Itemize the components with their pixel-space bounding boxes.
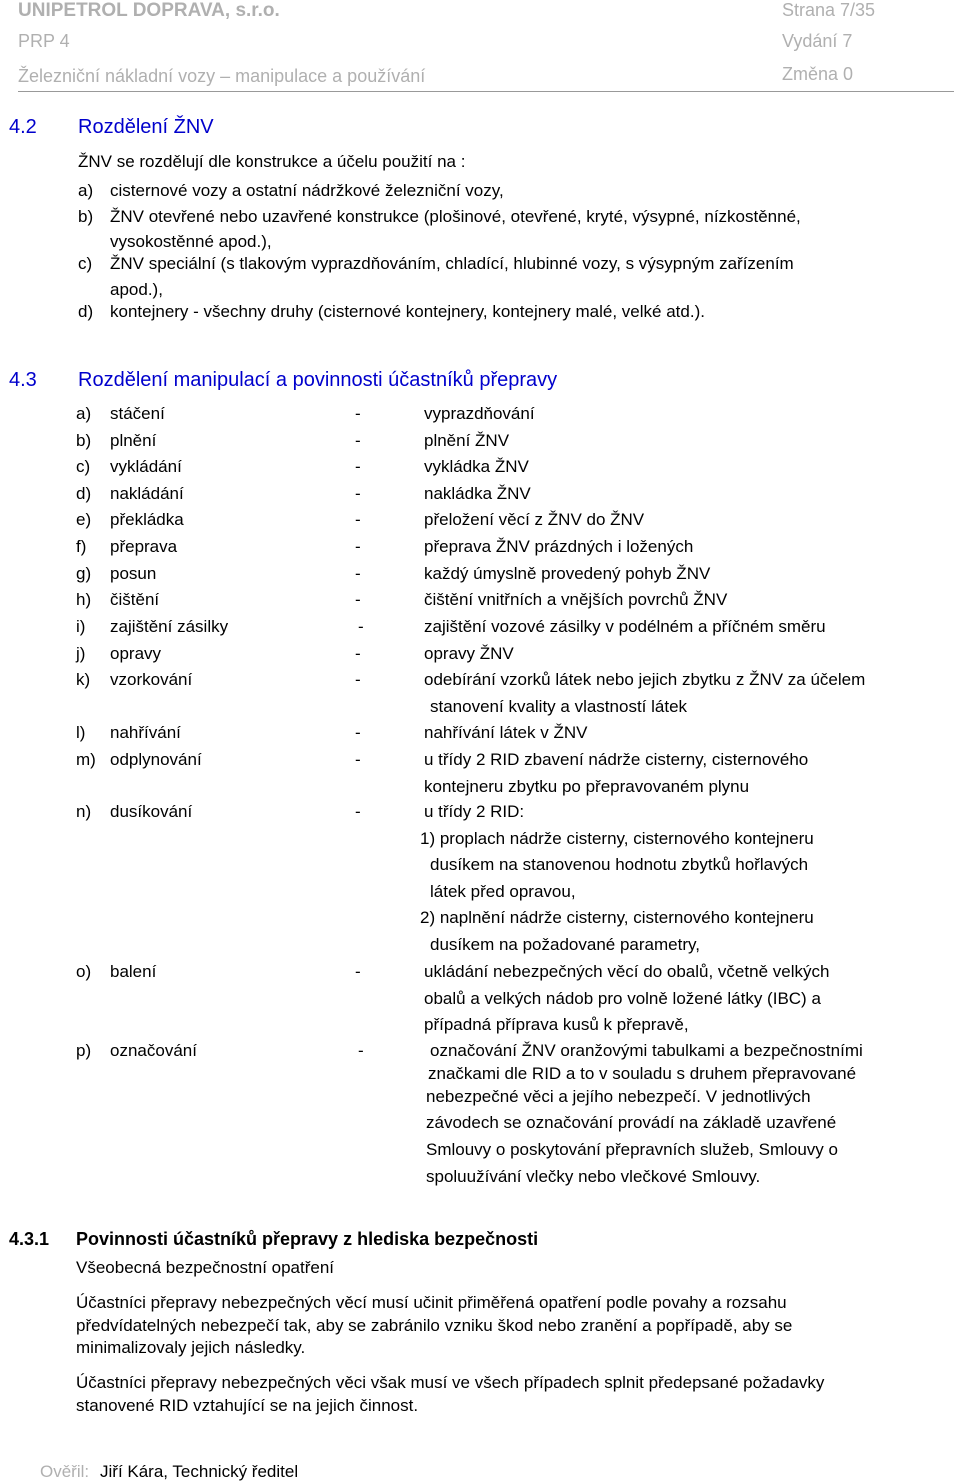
- manipulation-term: zajištění zásilky: [110, 617, 229, 636]
- row-marker: p): [76, 1041, 92, 1060]
- document-subtitle: Železniční nákladní vozy – manipulace a používání: [18, 66, 426, 86]
- row-dash: -: [355, 644, 361, 663]
- row-dash: -: [355, 723, 361, 742]
- manipulation-term: opravy: [110, 644, 162, 663]
- manipulation-description: opravy ŽNV: [424, 644, 514, 663]
- manipulation-description: přeprava ŽNV prázdných i ložených: [424, 537, 694, 556]
- edition: Vydání 7: [782, 31, 853, 51]
- row-dash: -: [358, 1041, 364, 1060]
- row-marker: i): [76, 617, 86, 636]
- manipulation-description: ukládání nebezpečných věcí do obalů, včetně velkých: [424, 962, 830, 981]
- manipulation-description: označování ŽNV oranžovými tabulkami a bezpečnostními: [430, 1041, 863, 1060]
- row-marker: g): [76, 564, 92, 583]
- manipulation-description: značkami dle RID a to v souladu s druhem přepravované: [428, 1064, 857, 1083]
- row-dash: -: [355, 670, 361, 689]
- row-marker: c): [76, 457, 91, 476]
- list-item-text: ŽNV otevřené nebo uzavřené konstrukce (plošinové, otevřené, kryté, výsypné, nízkostěnné,: [110, 207, 801, 226]
- manipulation-description: vykládka ŽNV: [424, 457, 529, 476]
- manipulation-description: nahřívání látek v ŽNV: [424, 723, 588, 742]
- manipulation-term: dusíkování: [110, 802, 193, 821]
- section-4-3-1-number: 4.3.1: [9, 1229, 50, 1249]
- manipulation-term: čištění: [110, 590, 160, 609]
- manipulation-term: nahřívání: [110, 723, 181, 742]
- manipulation-description: kontejneru zbytku po přepravovaném plynu: [424, 776, 750, 796]
- section-4-3-1-title: Povinnosti účastníků přepravy z hlediska bezpečnosti: [76, 1229, 539, 1249]
- row-dash: -: [355, 564, 361, 583]
- manipulation-description: stanovení kvality a vlastností látek: [430, 696, 688, 716]
- manipulation-term: posun: [110, 564, 157, 583]
- paragraph-line: stanovené RID vztahující se na jejich činnost.: [76, 1396, 419, 1415]
- row-marker: d): [76, 484, 92, 503]
- page-number: Strana 7/35: [782, 0, 876, 20]
- paragraph-line: Účastníci přepravy nebezpečných věcí musí učinit přiměřená opatření podle povahy a rozsahu: [76, 1293, 787, 1312]
- verified-label: Ověřil:: [40, 1462, 90, 1481]
- row-dash: -: [355, 962, 361, 981]
- section-4-2-number: 4.2: [9, 116, 37, 138]
- manipulation-description: přeložení věcí z ŽNV do ŽNV: [424, 510, 645, 529]
- manipulation-term: označování: [110, 1041, 197, 1060]
- manipulation-term: odplynování: [110, 750, 202, 769]
- list-marker: b): [78, 207, 94, 226]
- section-4-2-intro: ŽNV se rozdělují dle konstrukce a účelu použití na :: [78, 152, 466, 171]
- manipulation-description: vyprazdňování: [424, 404, 535, 423]
- section-4-3-1-subtitle: Všeobecná bezpečnostní opatření: [76, 1258, 335, 1277]
- manipulation-term: překládka: [110, 510, 184, 529]
- paragraph-line: předvídatelných nebezpečí tak, aby se zabránilo vzniku škod nebo zranění a popřípadě, aby se: [76, 1316, 793, 1335]
- manipulation-description: nakládka ŽNV: [424, 484, 531, 503]
- paragraph-line: minimalizovaly jejich následky.: [76, 1338, 306, 1357]
- list-item-text: cisternové vozy a ostatní nádržkové železniční vozy,: [110, 181, 504, 200]
- row-marker: a): [76, 404, 92, 423]
- manipulation-term: stáčení: [110, 404, 165, 423]
- row-dash: -: [355, 510, 361, 529]
- manipulation-description: dusíkem na požadované parametry,: [430, 934, 700, 954]
- document-code: PRP 4: [18, 31, 70, 51]
- company-name: UNIPETROL DOPRAVA, s.r.o.: [18, 0, 280, 21]
- section-4-3-number: 4.3: [9, 369, 37, 391]
- change-number: Změna 0: [782, 64, 854, 84]
- manipulation-description: zajištění vozové zásilky v podélném a příčném směru: [424, 617, 826, 636]
- row-marker: e): [76, 510, 92, 529]
- row-dash: -: [355, 431, 361, 450]
- row-marker: l): [76, 723, 86, 742]
- verified-by: Jiří Kára, Technický ředitel: [100, 1462, 299, 1481]
- manipulation-term: nakládání: [110, 484, 184, 503]
- list-marker: d): [78, 302, 94, 321]
- manipulation-description: odebírání vzorků látek nebo jejich zbytku z ŽNV za účelem: [424, 670, 866, 689]
- manipulation-description: závodech se označování provádí na základě uzavřené: [426, 1113, 837, 1132]
- row-marker: m): [76, 750, 96, 769]
- manipulation-description: čištění vnitřních a vnějších povrchů ŽNV: [424, 590, 728, 609]
- list-item-text: ŽNV speciální (s tlakovým vyprazdňováním, chladící, hlubinné vozy, s výsypným zařízením: [110, 254, 794, 273]
- manipulation-description: obalů a velkých nádob pro volně ložené látky (IBC) a: [424, 988, 821, 1008]
- row-marker: o): [76, 962, 92, 981]
- row-dash: -: [355, 484, 361, 503]
- manipulation-description: případná příprava kusů k přepravě,: [424, 1015, 689, 1034]
- header-rule: [18, 91, 954, 92]
- paragraph-line: Účastníci přepravy nebezpečných věci však musí ve všech případech splnit předepsané požadavky: [76, 1373, 825, 1392]
- manipulation-term: vykládání: [110, 457, 182, 476]
- list-item-text: kontejnery - všechny druhy (cisternové kontejnery, kontejnery malé, velké atd.).: [110, 302, 705, 321]
- row-marker: h): [76, 590, 92, 609]
- manipulation-description: nebezpečné věci a jejího nebezpečí. V jednotlivých: [426, 1087, 811, 1106]
- section-4-3-title: Rozdělení manipulací a povinnosti účastníků přepravy: [78, 369, 558, 391]
- row-dash: -: [355, 590, 361, 609]
- list-item-text: apod.),: [110, 280, 163, 299]
- row-dash: -: [355, 404, 361, 423]
- list-item-text: vysokostěnné apod.),: [110, 232, 272, 251]
- manipulation-description: dusíkem na stanovenou hodnotu zbytků hořlavých: [430, 855, 809, 874]
- manipulation-term: plnění: [110, 431, 157, 450]
- manipulation-term: vzorkování: [110, 670, 193, 689]
- manipulation-term: balení: [110, 962, 157, 981]
- manipulation-description: Smlouvy o poskytování přepravních služeb, Smlouvy o: [426, 1140, 838, 1159]
- row-dash: -: [355, 457, 361, 476]
- manipulation-description: každý úmyslně provedený pohyb ŽNV: [424, 564, 711, 583]
- row-dash: -: [358, 617, 364, 636]
- row-marker: n): [76, 802, 92, 821]
- row-dash: -: [355, 802, 361, 821]
- row-marker: f): [76, 537, 87, 556]
- row-marker: b): [76, 431, 92, 450]
- manipulation-description: 1) proplach nádrže cisterny, cisternového kontejneru: [420, 828, 814, 848]
- manipulation-description: spoluužívání vlečky nebo vlečkové Smlouvy.: [426, 1167, 761, 1186]
- manipulation-term: přeprava: [110, 537, 178, 556]
- list-marker: a): [78, 181, 94, 200]
- row-dash: -: [355, 750, 361, 769]
- list-marker: c): [78, 254, 93, 273]
- manipulation-description: u třídy 2 RID zbavení nádrže cisterny, cisternového: [424, 750, 809, 769]
- manipulation-description: látek před opravou,: [430, 881, 576, 901]
- row-marker: j): [76, 644, 86, 663]
- manipulation-description: plnění ŽNV: [424, 431, 510, 450]
- row-dash: -: [355, 537, 361, 556]
- row-marker: k): [76, 670, 91, 689]
- manipulation-description: 2) naplnění nádrže cisterny, cisternového kontejneru: [420, 908, 814, 927]
- manipulation-description: u třídy 2 RID:: [424, 802, 525, 821]
- section-4-2-title: Rozdělení ŽNV: [78, 116, 214, 138]
